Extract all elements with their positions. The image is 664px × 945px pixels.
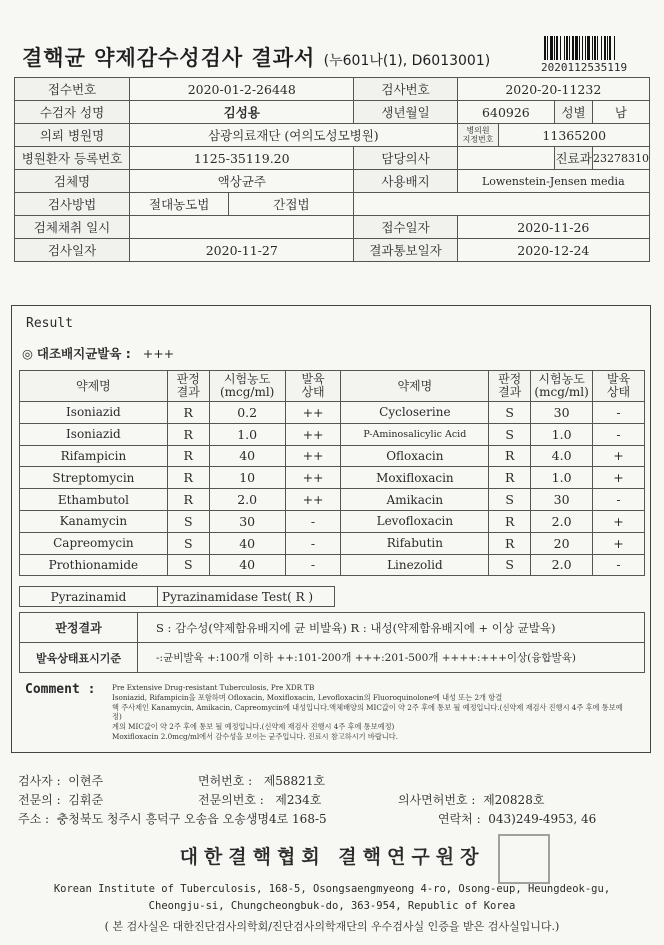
header-conc-2: 시험농도 (mcg/ml) — [531, 371, 593, 402]
hospital-no: 11365200 — [499, 124, 650, 147]
report-date-label: 결과통보일자 — [354, 239, 457, 262]
patient-name: 김성용 — [130, 101, 354, 124]
method-label: 검사방법 — [15, 193, 130, 216]
doctor-license: 의사면허번호 : 제20828호 — [398, 793, 545, 807]
drug-result: S — [167, 554, 209, 576]
receipt-no: 2020-01-2-26448 — [130, 78, 354, 101]
examiner-license: 면허번호 : 제58821호 — [198, 774, 326, 788]
address: 주소 : 충청북도 청주시 흥덕구 오송읍 오송생명4로 168-5 — [18, 812, 327, 826]
organization-name: 대한결핵협회 결핵연구원장 — [179, 846, 485, 868]
drug-growth: - — [285, 532, 341, 554]
drug-result: R — [489, 510, 531, 532]
test-date: 2020-11-27 — [130, 239, 354, 262]
hospital-name: 삼광의료재단 (여의도성모병원) — [130, 124, 458, 147]
contact: 연락처 : 043)249-4953, 46 — [438, 812, 597, 826]
specialist-number: 전문의번호 : 제234호 — [198, 793, 322, 807]
header-growth-2: 발육 상태 — [593, 371, 645, 402]
comment-heading: Comment : — [25, 682, 96, 697]
drug-growth: ++ — [285, 423, 341, 445]
drug-conc: 2.0 — [531, 554, 593, 576]
comment-line: Pre Extensive Drug-resistant Tuberculosis, Pre XDR TB — [112, 683, 315, 692]
form-code: (누601나(1), D6013001) — [323, 53, 491, 69]
drug-growth: ++ — [285, 489, 341, 511]
specimen-value: 액상균주 — [130, 170, 354, 193]
control-culture-growth — [22, 344, 174, 362]
drug-conc: 20 — [531, 532, 593, 554]
receipt-no-label: 접수번호 — [15, 78, 130, 101]
test-no: 2020-20-11232 — [457, 78, 649, 101]
drug-name: Capreomycin — [20, 532, 168, 554]
drug-name: Linezolid — [341, 554, 489, 576]
drug-name: Ofloxacin — [341, 445, 489, 467]
drug-result: R — [167, 445, 209, 467]
growth-legend-text: -:균비발육 +:100개 이하 ++:101-200개 +++:201-500개 ++++:+++이상(융합발육) — [138, 643, 645, 673]
english-address-line-2: Cheongju-si, Chungcheongbuk-do, 363-954, Republic of Korea — [148, 900, 516, 912]
pza-label: Pyrazinamid — [20, 587, 158, 607]
receipt-date-label: 접수일자 — [354, 216, 457, 239]
comment-line: Moxifloxacin 2.0mcg/ml에서 감수성을 보이는 균주입니다. 진료시 참고하시기 바랍니다. — [112, 731, 398, 741]
table-row — [20, 554, 645, 576]
drug-result: R — [167, 489, 209, 511]
drug-growth: ++ — [285, 467, 341, 489]
drug-name: Isoniazid — [20, 423, 168, 445]
doctor-label: 담당의사 — [354, 147, 457, 170]
table-row — [20, 423, 645, 445]
header-conc: 시험농도 (mcg/ml) — [209, 371, 285, 402]
drug-result: S — [489, 489, 531, 511]
dept-label: 진료과 — [555, 147, 593, 170]
comment-line: 핵 주사제인 Kanamycin, Amikacin, Capreomycin에 내성입니다.액체배양의 MIC값이 약 2주 후에 통보 될 예정입니다.(신약제 재검사 진행시 4주 후에 통보예정) — [112, 702, 623, 722]
culture-label: 대조배지균발육 : — [36, 346, 131, 361]
drug-result: R — [167, 402, 209, 424]
birth-date: 640926 — [457, 101, 555, 124]
drug-conc: 2.0 — [209, 489, 285, 511]
hospital-label: 의뢰 병원명 — [15, 124, 130, 147]
drug-conc: 1.0 — [531, 467, 593, 489]
header-drug: 약제명 — [20, 371, 168, 402]
comment-line: 계의 MIC값이 약 2주 후에 통보 될 예정입니다.(신약제 재검사 진행시 4주 후에 통보예정) — [112, 722, 395, 732]
drug-susceptibility-table — [19, 370, 645, 576]
certification-notice: ( 본 검사실은 대한진단검사의학회/진단검사의학재단의 우수검사실 인증을 받은 검사실입니다.) — [104, 920, 560, 933]
hospital-no-label: 병의원 지정번호 — [457, 124, 499, 147]
drug-growth: ++ — [285, 445, 341, 467]
drug-conc: 30 — [531, 402, 593, 424]
drug-conc: 40 — [209, 445, 285, 467]
drug-result: S — [489, 554, 531, 576]
drug-name: Amikacin — [341, 489, 489, 511]
specimen-label: 검체명 — [15, 170, 130, 193]
drug-name: Ethambutol — [20, 489, 168, 511]
drug-name: Kanamycin — [20, 510, 168, 532]
culture-marker: ◎ — [22, 346, 33, 361]
drug-growth: + — [593, 510, 645, 532]
drug-name: Rifampicin — [20, 445, 168, 467]
drug-growth: - — [285, 510, 341, 532]
specialist: 전문의 : 김휘준 — [18, 793, 104, 807]
patient-name-label: 수검자 성명 — [15, 101, 130, 124]
drug-conc: 10 — [209, 467, 285, 489]
drug-result: S — [167, 532, 209, 554]
result-heading: Result — [26, 316, 73, 331]
drug-result: S — [489, 423, 531, 445]
drug-name: Moxifloxacin — [341, 467, 489, 489]
pyrazinamide-table — [19, 586, 335, 607]
dept-value: 23278310 — [592, 147, 649, 170]
comment-line: Isoniazid, Rifampicin을 포함하며 Ofloxacin, Moxifloxacin, Levofloxacin의 Fluoroquinolone에 내성 또는 2개 항결 — [112, 692, 503, 702]
collect-date — [130, 216, 354, 239]
drug-name: Levofloxacin — [341, 510, 489, 532]
sex-label: 성별 — [555, 101, 593, 124]
header-judge-2: 판정 결과 — [489, 371, 531, 402]
drug-growth: ++ — [285, 402, 341, 424]
drug-growth: - — [593, 423, 645, 445]
drug-result: S — [167, 510, 209, 532]
drug-result: S — [489, 402, 531, 424]
test-date-label: 검사일자 — [15, 239, 130, 262]
drug-conc: 40 — [209, 532, 285, 554]
birth-label: 생년월일 — [354, 101, 457, 124]
culture-value: +++ — [142, 346, 175, 361]
doctor-name — [457, 147, 555, 170]
drug-name: Rifabutin — [341, 532, 489, 554]
reg-no-label: 병원환자 등록번호 — [15, 147, 130, 170]
method-empty — [354, 193, 650, 216]
barcode-number: 2020112535119 — [541, 61, 628, 74]
reg-no: 1125-35119.20 — [130, 147, 354, 170]
judge-legend-text: S : 감수성(약제함유배지에 균 비발육) R : 내성(약제함유배지에 + 이상 균발육) — [138, 613, 645, 643]
drug-conc: 30 — [531, 489, 593, 511]
drug-result: R — [489, 467, 531, 489]
drug-conc: 2.0 — [531, 510, 593, 532]
comment-body — [112, 683, 632, 742]
drug-conc: 4.0 — [531, 445, 593, 467]
header-growth: 발육 상태 — [285, 371, 341, 402]
drug-growth: - — [593, 554, 645, 576]
drug-conc: 0.2 — [209, 402, 285, 424]
pza-value: Pyrazinamidase Test( R ) — [158, 587, 335, 607]
drug-name: Isoniazid — [20, 402, 168, 424]
drug-growth: + — [593, 467, 645, 489]
drug-growth: - — [285, 554, 341, 576]
drug-name: Cycloserine — [341, 402, 489, 424]
drug-conc: 40 — [209, 554, 285, 576]
growth-legend-label: 발육상태표시기준 — [20, 643, 138, 673]
medium-label: 사용배지 — [354, 170, 457, 193]
drug-name: P-Aminosalicylic Acid — [341, 423, 489, 445]
test-no-label: 검사번호 — [354, 78, 457, 101]
english-address-line-1: Korean Institute of Tuberculosis, 168-5, Osongsaengmyeong 4-ro, Osong-eup, Heungdeok-gu, — [53, 883, 611, 895]
method-indirect: 간접법 — [229, 193, 354, 216]
medium-value: Lowenstein-Jensen media — [457, 170, 649, 193]
drug-conc: 1.0 — [531, 423, 593, 445]
table-row — [20, 445, 645, 467]
drug-result: R — [167, 423, 209, 445]
drug-result: R — [167, 467, 209, 489]
drug-name: Prothionamide — [20, 554, 168, 576]
drug-growth: - — [593, 402, 645, 424]
examiner: 검사자 : 이현주 — [18, 774, 104, 788]
method-absolute: 절대농도법 — [130, 193, 229, 216]
drug-growth: + — [593, 445, 645, 467]
judge-legend-label: 판정결과 — [20, 613, 138, 643]
receipt-date: 2020-11-26 — [457, 216, 649, 239]
header-drug-2: 약제명 — [341, 371, 489, 402]
table-row — [20, 510, 645, 532]
drug-conc: 1.0 — [209, 423, 285, 445]
table-row — [20, 402, 645, 424]
table-row — [20, 532, 645, 554]
collect-date-label: 검체채취 일시 — [15, 216, 130, 239]
drug-growth: - — [593, 489, 645, 511]
drug-conc: 30 — [209, 510, 285, 532]
report-date: 2020-12-24 — [457, 239, 649, 262]
table-row — [20, 467, 645, 489]
document-title: 결핵균 약제감수성검사 결과서 (누601나(1), D6013001) — [22, 46, 491, 70]
sex-value: 남 — [592, 101, 649, 124]
barcode-image — [544, 36, 640, 60]
patient-info-table — [14, 77, 650, 262]
legend-table — [19, 612, 645, 673]
drug-result: R — [489, 445, 531, 467]
header-judge: 판정 결과 — [167, 371, 209, 402]
drug-name: Streptomycin — [20, 467, 168, 489]
drug-growth: + — [593, 532, 645, 554]
table-row — [20, 489, 645, 511]
drug-result: R — [489, 532, 531, 554]
